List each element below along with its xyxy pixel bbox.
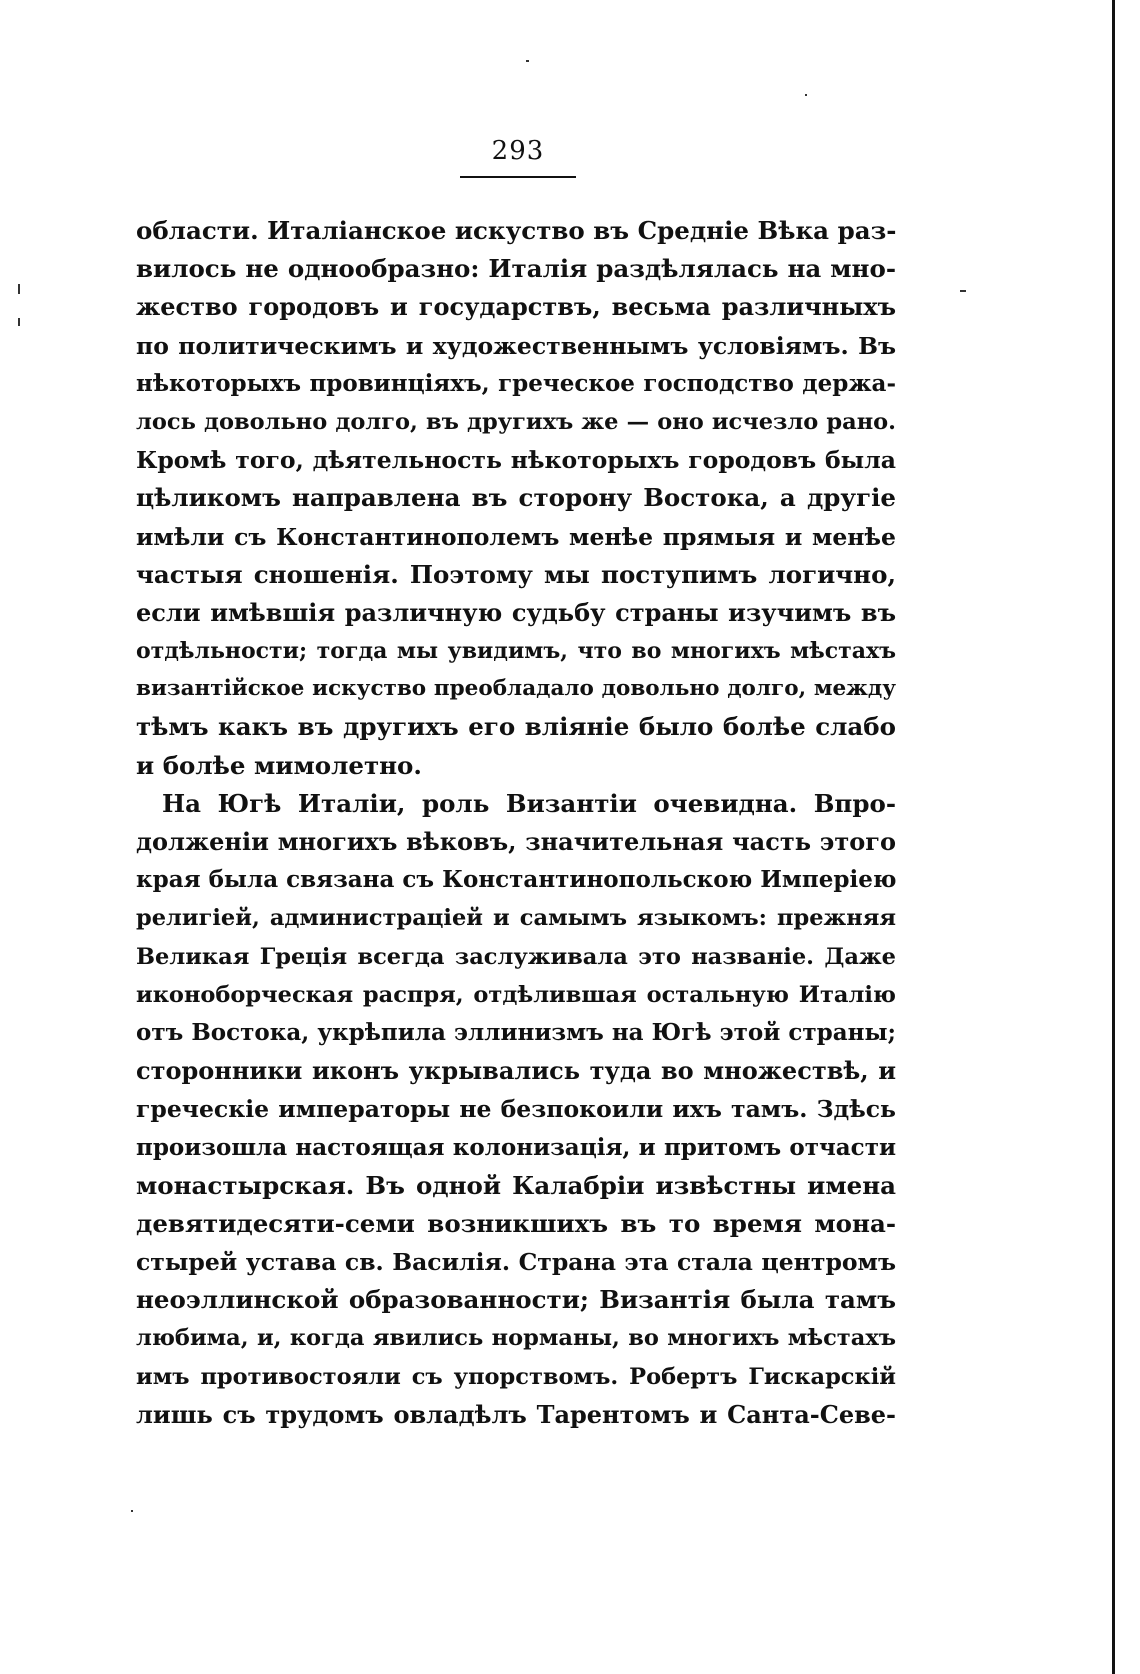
text-line: вилось не однообразно: Италія раздѣлялась на мно- [136,254,896,284]
text-line: неоэллинской образованности; Византія была тамъ [136,1285,896,1315]
body-text [136,212,896,1434]
text-line: если имѣвшія различную судьбу страны изучимъ въ [136,597,896,627]
scan-speck [18,318,20,326]
text-line: лось довольно долго, въ другихъ же — оно исчезло рано. [136,408,896,435]
scan-page-edge [1112,0,1115,1674]
scan-speck [960,290,966,292]
text-line: края была связана съ Константинопольскою Имперіею [136,866,896,894]
text-line: лишь съ трудомъ овладѣлъ Тарентомъ и Санта-Севе- [136,1399,896,1429]
text-line: религіей, администраціей и самымъ языкомъ: прежняя [136,905,896,932]
scan-speck [18,284,20,294]
text-line: Кромѣ того, дѣятельность нѣкоторыхъ городовъ была [136,446,896,475]
text-line: по политическимъ и художественнымъ условіямъ. Въ [136,331,896,360]
text-line: монастырская. Въ одной Калабріи извѣстны имена [136,1170,896,1200]
page-number-rule [460,176,576,178]
text-line: цѣликомъ направлена въ сторону Востока, а другіе [136,483,896,513]
text-line: отъ Востока, укрѣпила эллинизмъ на Югѣ этой страны; [136,1018,896,1046]
text-line: нѣкоторыхъ провинціяхъ, греческое господство держа- [136,369,896,397]
scan-speck [805,94,807,96]
text-line: любима, и, когда явились норманы, во многихъ мѣстахъ [136,1325,896,1352]
scan-speck [526,60,529,62]
scan-speck [131,1510,133,1512]
text-line: стырей устава св. Василія. Страна эта стала центромъ [136,1248,896,1277]
page-number: 293 [491,136,545,166]
text-line: и болѣе мимолетно. [136,750,422,780]
text-line: имѣли съ Константинополемъ менѣе прямыя и менѣе [136,522,896,551]
text-line: сторонники иконъ укрывались туда во множествѣ, и [136,1056,896,1086]
text-line: частыя сношенія. Поэтому мы поступимъ логично, [136,559,896,589]
text-line: тѣмъ какъ въ другихъ его вліяніе было болѣе слабо [136,712,896,742]
text-line: жество городовъ и государствъ, весьма различныхъ [136,292,896,322]
text-line: греческіе императоры не безпокоили ихъ тамъ. Здѣсь [136,1095,896,1124]
text-line: византійское искуство преобладало довольно долго, между [136,676,896,702]
text-line: Великая Греція всегда заслуживала это названіе. Даже [136,943,896,970]
text-line: имъ противостояли съ упорствомъ. Робертъ Гискарскій [136,1363,896,1390]
text-line: девятидесяти-семи возникшихъ въ то время мона- [136,1208,896,1238]
text-line: На Югѣ Италіи, роль Византіи очевидна. Впро- [162,788,896,818]
text-line: долженіи многихъ вѣковъ, значительная часть этого [136,827,896,856]
text-line: произошла настоящая колонизація, и притомъ отчасти [136,1133,896,1161]
text-line: области. Италіанское искуство въ Средніе Вѣка раз- [136,216,896,245]
text-line: отдѣльности; тогда мы увидимъ, что во многихъ мѣстахъ [136,638,896,665]
text-line: иконоборческая распря, отдѣлившая остальную Италію [136,981,896,1008]
